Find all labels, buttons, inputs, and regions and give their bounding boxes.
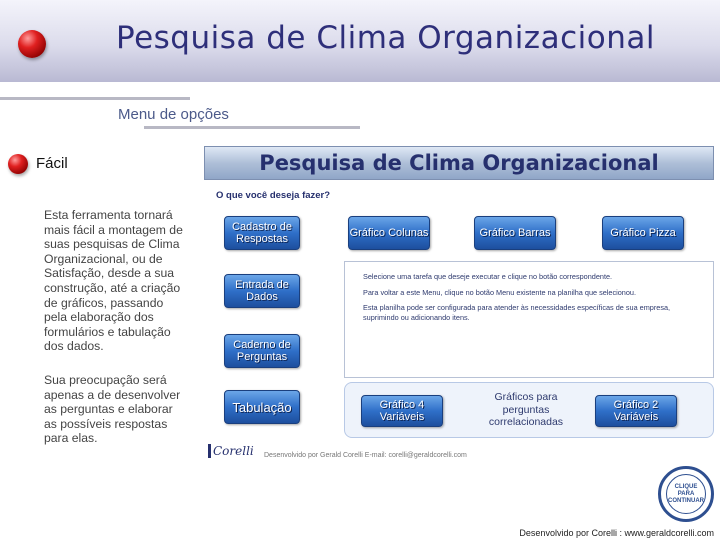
- app-footer: Desenvolvido por Gerald Corelli E-mail: corelli@geraldcorelli.com: [264, 452, 467, 459]
- grafico-4-variaveis-button[interactable]: Gráfico 4 Variáveis: [361, 395, 443, 427]
- credit-footer: Desenvolvido por Corelli : www.geraldcorelli.com: [519, 528, 714, 538]
- clique-continuar-stamp[interactable]: [658, 466, 714, 522]
- grafico-barras-button[interactable]: Gráfico Barras: [474, 216, 556, 250]
- instructions-box: [344, 261, 714, 378]
- header-banner: [0, 0, 720, 82]
- entrada-dados-button[interactable]: Entrada de Dados: [224, 274, 300, 308]
- divider-top: [0, 97, 190, 100]
- page-title: Pesquisa de Clima Organizacional: [116, 20, 655, 56]
- tabulacao-button[interactable]: Tabulação: [224, 390, 300, 424]
- app-question: O que você deseja fazer?: [216, 190, 331, 201]
- cadastro-respostas-button[interactable]: Cadastro de Respostas: [224, 216, 300, 250]
- stamp-text: CLIQUE PARA CONTINUAR: [666, 474, 706, 514]
- description-paragraph: Sua preocupação será apenas a de desenvolver as perguntas e elaborar as possíveis respostas para elas.: [44, 373, 181, 446]
- description-paragraph: Esta ferramenta tornará mais fácil a montagem de suas pesquisas de Clima Organizacional, ou de Satisfação, desde a sua construção, até a criação de gráficos, passando pela elaboração dos formulários e tabulação dos dados.: [44, 208, 183, 354]
- instruction-text: Para voltar a este Menu, clique no botão Menu existente na planilha que selecionou.: [363, 287, 637, 297]
- app-screenshot: [204, 146, 716, 472]
- difficulty-level: Fácil: [36, 155, 68, 172]
- grafico-pizza-button[interactable]: Gráfico Pizza: [602, 216, 684, 250]
- signature-logo: Corelli: [208, 444, 254, 458]
- menu-options-label: Menu de opções: [118, 106, 229, 123]
- red-bullet-icon: [18, 30, 46, 58]
- app-title-bar: Pesquisa de Clima Organizacional: [204, 146, 714, 180]
- caderno-perguntas-button[interactable]: Caderno de Perguntas: [224, 334, 300, 368]
- correlated-charts-label: Gráficos para perguntas correlacionadas: [488, 391, 564, 428]
- grafico-colunas-button[interactable]: Gráfico Colunas: [348, 216, 430, 250]
- instruction-text: Esta planilha pode ser configurada para atender às necessidades específicas de sua empresa, suprimindo ou adicionando itens.: [363, 303, 671, 322]
- grafico-2-variaveis-button[interactable]: Gráfico 2 Variáveis: [595, 395, 677, 427]
- divider-bottom: [144, 126, 360, 129]
- instruction-text: Selecione uma tarefa que deseje executar e clique no botão correspondente.: [363, 272, 613, 281]
- red-bullet-icon: [8, 154, 28, 174]
- correlated-charts-panel: [344, 382, 714, 438]
